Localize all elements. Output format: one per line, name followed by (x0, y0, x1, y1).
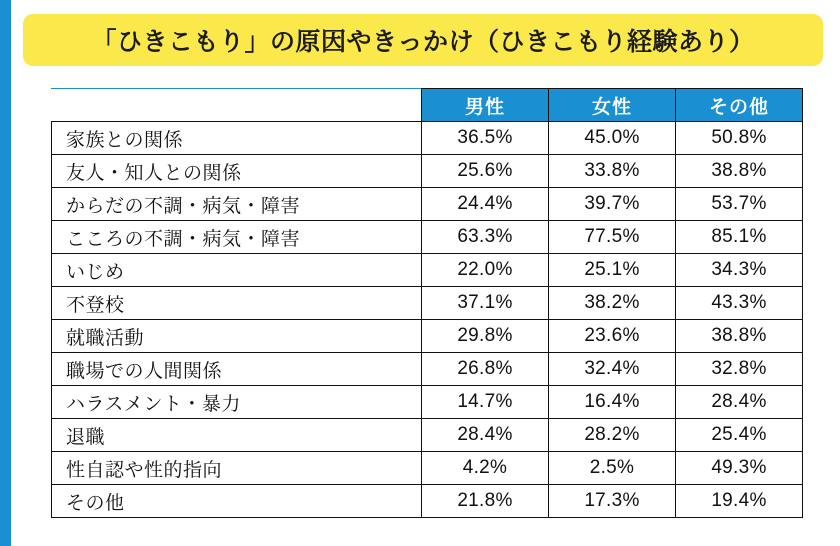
cell-other: 43.3% (676, 287, 803, 320)
table-header-corner (52, 89, 422, 122)
cell-other: 28.4% (676, 386, 803, 419)
row-label: 就職活動 (52, 320, 422, 353)
cell-other: 38.8% (676, 320, 803, 353)
cell-male: 22.0% (422, 254, 549, 287)
row-label: 家族との関係 (52, 122, 422, 155)
row-label: 職場での人間関係 (52, 353, 422, 386)
table-row (52, 287, 803, 320)
cell-other: 49.3% (676, 452, 803, 485)
cell-female: 33.8% (549, 155, 676, 188)
cell-male: 37.1% (422, 287, 549, 320)
cell-other: 53.7% (676, 188, 803, 221)
cell-female: 2.5% (549, 452, 676, 485)
cell-male: 29.8% (422, 320, 549, 353)
table-row (52, 221, 803, 254)
cell-other: 38.8% (676, 155, 803, 188)
cell-male: 21.8% (422, 485, 549, 518)
cell-female: 77.5% (549, 221, 676, 254)
row-label: 性自認や性的指向 (52, 452, 422, 485)
table-row (52, 386, 803, 419)
cell-other: 32.8% (676, 353, 803, 386)
table-header-other: その他 (676, 89, 803, 122)
cell-male: 36.5% (422, 122, 549, 155)
cell-other: 50.8% (676, 122, 803, 155)
table-row (52, 452, 803, 485)
cell-female: 28.2% (549, 419, 676, 452)
table-row (52, 155, 803, 188)
cell-male: 4.2% (422, 452, 549, 485)
row-label: 友人・知人との関係 (52, 155, 422, 188)
cell-female: 38.2% (549, 287, 676, 320)
cell-male: 25.6% (422, 155, 549, 188)
table-row (52, 353, 803, 386)
left-accent-bar (0, 0, 11, 546)
table-row (52, 188, 803, 221)
table-header (52, 89, 803, 122)
table-body (52, 122, 803, 518)
cell-female: 17.3% (549, 485, 676, 518)
row-label: いじめ (52, 254, 422, 287)
table-header-male: 男性 (422, 89, 549, 122)
row-label: からだの不調・病気・障害 (52, 188, 422, 221)
cell-female: 25.1% (549, 254, 676, 287)
table-row (52, 485, 803, 518)
cell-other: 19.4% (676, 485, 803, 518)
table-row (52, 419, 803, 452)
page-title: 「ひきこもり」の原因やきっかけ（ひきこもり経験あり） (91, 27, 755, 56)
statistics-table (51, 88, 803, 518)
cell-female: 16.4% (549, 386, 676, 419)
cell-female: 23.6% (549, 320, 676, 353)
row-label: ハラスメント・暴力 (52, 386, 422, 419)
cell-other: 34.3% (676, 254, 803, 287)
table-header-row (52, 89, 803, 122)
cell-male: 63.3% (422, 221, 549, 254)
page-content (11, 0, 840, 546)
cell-female: 39.7% (549, 188, 676, 221)
cell-female: 45.0% (549, 122, 676, 155)
cell-male: 24.4% (422, 188, 549, 221)
row-label: 退職 (52, 419, 422, 452)
title-banner (23, 14, 823, 66)
cell-male: 28.4% (422, 419, 549, 452)
table-header-female: 女性 (549, 89, 676, 122)
cell-male: 26.8% (422, 353, 549, 386)
table-row (52, 254, 803, 287)
cell-other: 85.1% (676, 221, 803, 254)
table-container (51, 88, 803, 518)
row-label: こころの不調・病気・障害 (52, 221, 422, 254)
table-row (52, 122, 803, 155)
row-label: その他 (52, 485, 422, 518)
row-label: 不登校 (52, 287, 422, 320)
cell-female: 32.4% (549, 353, 676, 386)
cell-male: 14.7% (422, 386, 549, 419)
cell-other: 25.4% (676, 419, 803, 452)
table-row (52, 320, 803, 353)
